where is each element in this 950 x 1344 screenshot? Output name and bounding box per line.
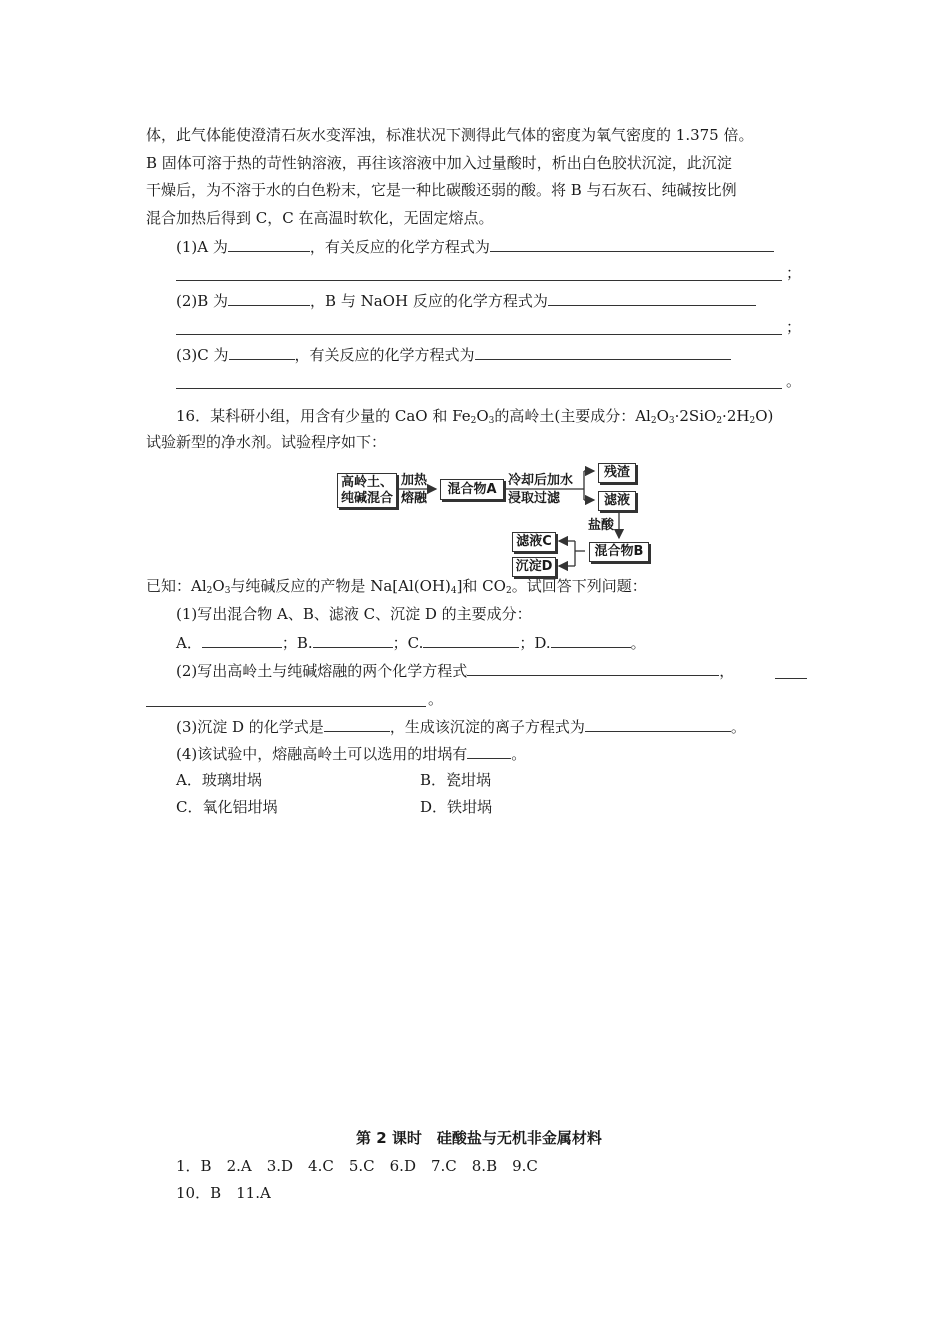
step2-label-bottom: 浸取过滤	[508, 491, 561, 506]
step2-label-top: 冷却后加水	[508, 473, 574, 488]
precipitate-d-box: 沉淀D	[512, 557, 556, 577]
answer-blank[interactable]	[585, 716, 731, 732]
semicolon: ；	[786, 318, 802, 336]
known-info: 已知：$Al_2O_3$与纯碱反应的产物是 $Na[Al(OH)_4]$和 $CO_2$。试回答下列问题：	[146, 577, 647, 596]
q16-stem-line-1: 16．某科研小组，用含有少量的 CaO 和 $Fe_2O_3$的高岭土(主要成分：$Al_2O_3\cdot 2SiO_2\cdot 2H_2O$)	[176, 407, 774, 426]
choice-a[interactable]: A．玻璃坩埚	[176, 771, 262, 789]
answer-blank[interactable]	[467, 660, 719, 676]
intro-line-3: 干燥后，为不溶于水的白色粉末，它是一种比碳酸还弱的酸。将 B 与石灰石、纯碱按比例	[146, 181, 737, 199]
answer-blank[interactable]	[313, 632, 393, 648]
intro-line-4: 混合加热后得到 C，C 在高温时软化，无固定熔点。	[146, 209, 494, 227]
q15-part1: (1)A 为 ，有关反应的化学方程式为	[176, 236, 774, 257]
answers-title: 第 2 课时 硅酸盐与无机非金属材料	[356, 1129, 602, 1147]
flowchart-arrows	[0, 0, 950, 600]
answer-blank[interactable]	[324, 716, 390, 732]
answers-row-2: 10．B 11.A	[176, 1184, 271, 1202]
mixture-a-box: 混合物A	[440, 479, 504, 500]
q15-part3: (3)C 为 ，有关反应的化学方程式为	[176, 344, 731, 365]
choice-b[interactable]: B．瓷坩埚	[420, 771, 492, 789]
answers-row-1: 1．B 2.A 3.D 4.C 5.C 6.D 7.C 8.B 9.C	[176, 1157, 538, 1175]
acid-label: 盐酸	[588, 518, 615, 533]
choice-c[interactable]: C．氧化铝坩埚	[176, 798, 278, 816]
residue-box: 残渣	[598, 463, 636, 483]
q16-part4: (4)该试验中，熔融高岭土可以选用的坩埚有 。	[176, 745, 527, 763]
answer-blank[interactable]	[467, 743, 511, 759]
answer-line[interactable]	[775, 678, 807, 679]
semicolon: ；	[786, 264, 802, 282]
intro-line-2: B 固体可溶于热的苛性钠溶液，再往该溶液中加入过量酸时，析出白色胶状沉淀，此沉淀	[146, 154, 732, 172]
q16-part3: (3)沉淀 D 的化学式是 ，生成该沉淀的离子方程式为 。	[176, 718, 746, 736]
choice-d[interactable]: D．铁坩埚	[420, 798, 493, 816]
mixture-b-box: 混合物B	[589, 542, 649, 562]
step1-label-bottom: 熔融	[401, 491, 428, 506]
answer-blank[interactable]	[423, 632, 519, 648]
step1-label-top: 加热	[401, 473, 428, 488]
q16-part1: (1)写出混合物 A、B、滤液 C、沉淀 D 的主要成分：	[176, 605, 532, 623]
answer-blank[interactable]	[202, 632, 282, 648]
q15-part2: (2)B 为 ，B 与 NaOH 反应的化学方程式为	[176, 290, 756, 311]
period: 。	[786, 372, 802, 390]
answer-line[interactable]	[146, 706, 426, 707]
filtrate-c-box: 滤液C	[512, 532, 556, 552]
answer-blank[interactable]	[551, 632, 631, 648]
intro-line-1: 体，此气体能使澄清石灰水变浑浊，标准状况下测得此气体的密度为氧气密度的 1.375 倍。	[146, 126, 754, 144]
start-box: 高岭土、 纯碱混合	[337, 473, 397, 508]
period: 。	[428, 690, 444, 708]
q16-stem-line-2: 试验新型的净水剂。试验程序如下：	[146, 433, 387, 451]
q16-part1-blanks: A． ；B. ；C. ；D. 。	[176, 634, 646, 652]
filtrate-box: 滤液	[598, 491, 636, 511]
q16-part2: (2)写出高岭土与纯碱熔融的两个化学方程式 ，	[176, 662, 735, 680]
